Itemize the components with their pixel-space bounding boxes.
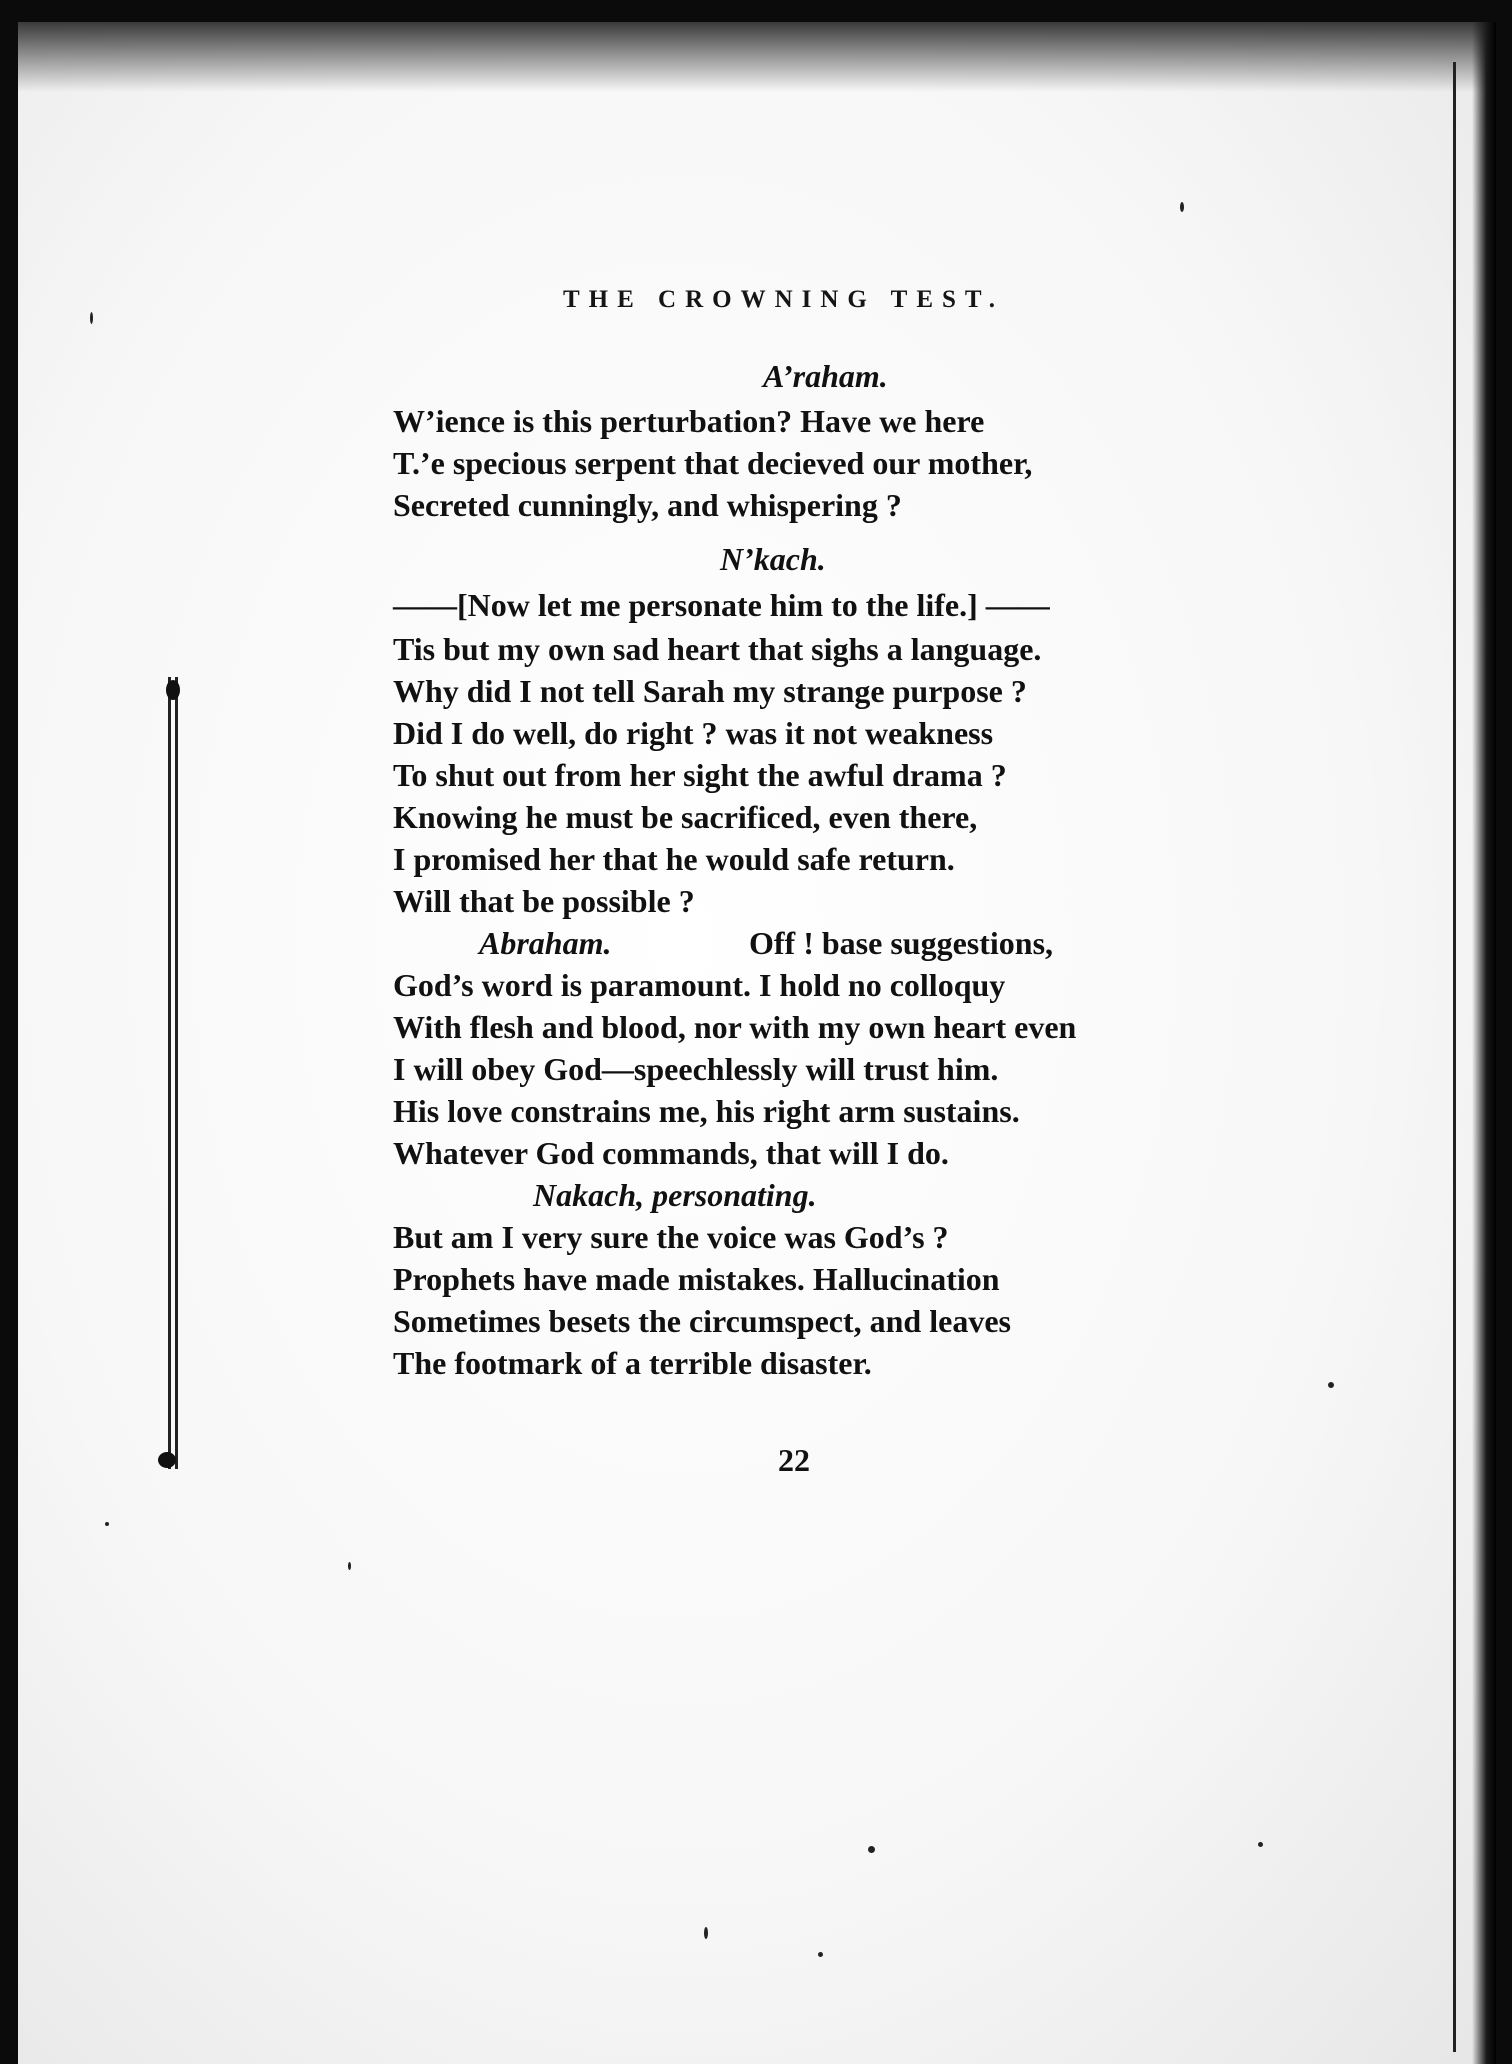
ink-speck [868,1846,875,1853]
speaker-heading: Abraham. [479,925,612,961]
verse-line: T.’e specious serpent that decieved our mother, [393,445,1033,481]
speaker-heading: N’kach. [720,541,826,577]
speaker-with-line [393,922,1213,964]
verse-line: I promised her that he would safe return. [393,841,955,877]
verse-line: His love constrains me, his right arm sustains. [393,1093,1020,1129]
ink-speck [348,1562,351,1570]
ink-speck [1328,1382,1334,1388]
running-head: THE CROWNING TEST. [563,286,1005,313]
poem-text [393,352,1213,1384]
speaker-heading: A’raham. [763,358,888,394]
verse-line: Why did I not tell Sarah my strange purpose ? [393,673,1027,709]
verse-line: Prophets have made mistakes. Hallucination [393,1261,1000,1297]
ink-speck [704,1927,708,1939]
verse-line: Did I do well, do right ? was it not weakness [393,715,994,751]
left-rule-bottom-ornament [158,1452,176,1468]
verse-line: Tis but my own sad heart that sighs a language. [393,631,1042,667]
verse-line: Sometimes besets the circumspect, and leaves [393,1303,1011,1339]
verse-line: But am I very sure the voice was God’s ? [393,1219,949,1255]
verse-line: W’ience is this perturbation? Have we here [393,403,985,439]
ink-speck [1258,1842,1263,1847]
left-rule-top-ornament [166,680,180,700]
page-number: 22 [778,1442,810,1478]
stage-direction: ——[Now let me personate him to the life.] —— [393,587,1050,623]
ink-speck [90,312,93,324]
verse-line: Secreted cunningly, and whispering ? [393,487,902,523]
verse-line: With flesh and blood, nor with my own heart even [393,1009,1077,1045]
ink-speck [1180,202,1184,212]
verse-line: Will that be possible ? [393,883,695,919]
left-margin-rule [168,677,178,1469]
verse-line: To shut out from her sight the awful drama ? [393,757,1007,793]
ink-speck [818,1952,823,1957]
right-border-rule [1453,62,1456,2052]
ink-speck [105,1522,109,1526]
speaker-heading: Nakach, personating. [533,1177,817,1213]
page-top-shadow [18,22,1496,92]
verse-line: Whatever God commands, that will I do. [393,1135,949,1171]
verse-line: God’s word is paramount. I hold no colloquy [393,967,1006,1003]
verse-line: Off ! base suggestions, [749,925,1054,961]
verse-line: The footmark of a terrible disaster. [393,1345,872,1381]
page-right-edge [1472,22,1496,2064]
verse-line: I will obey God—speechlessly will trust him. [393,1051,999,1087]
verse-line: Knowing he must be sacrificed, even there, [393,799,978,835]
book-page [18,22,1496,2064]
